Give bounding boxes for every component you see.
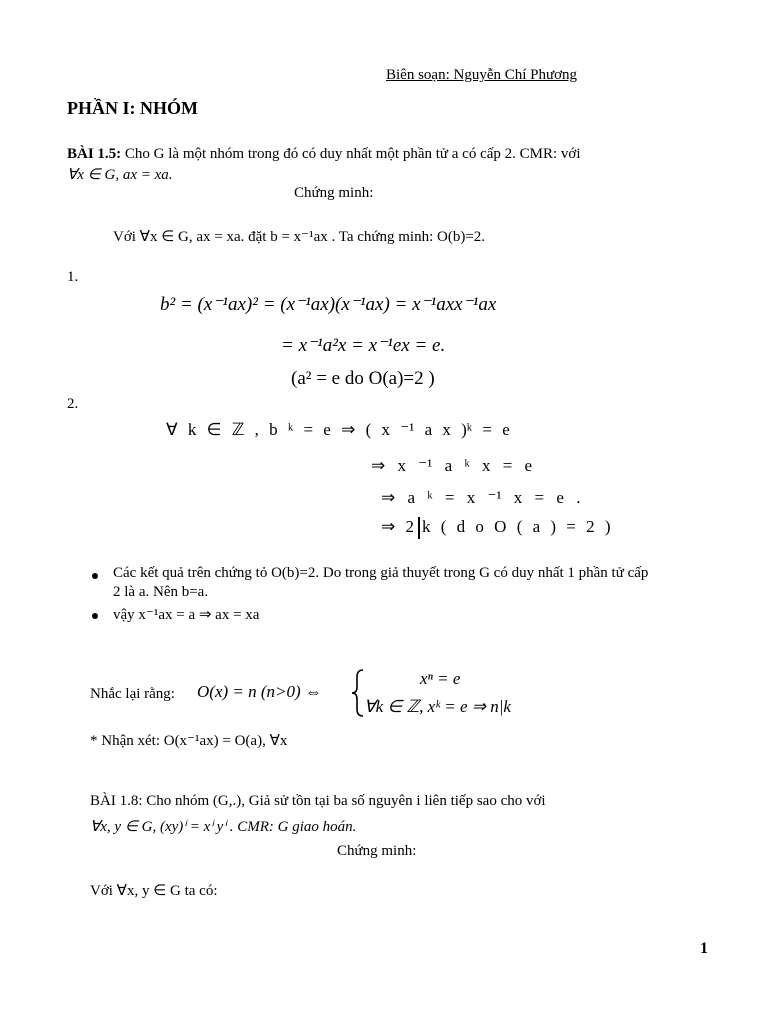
bullet-1-line-2: 2 là a. Nên b=a. — [113, 584, 209, 600]
exercise-1-8-proof-heading: Chứng minh: — [337, 843, 417, 859]
recall-label: Nhắc lại rằng: — [90, 686, 175, 702]
bullet-2: vậy x⁻¹ax = a ⇒ ax = xa — [113, 607, 260, 623]
step-2-line-4-part-b: k ( d o O ( a ) = 2 ) — [422, 517, 611, 536]
step-2-equation-line-3: ⇒ a ᵏ = x ⁻¹ x = e . — [381, 488, 581, 507]
exercise-1-5-statement — [67, 146, 581, 163]
step-2-equation-line-1: ∀ k ∈ ℤ , b ᵏ = e ⇒ ( x ⁻¹ a x )ᵏ = e — [166, 420, 510, 439]
exercise-1-5-condition: ∀x ∈ G, ax = xa. — [67, 167, 173, 183]
exercise-1-8-statement: BÀI 1.8: Cho nhóm (G,.), Giả sử tồn tại ba số nguyên i liên tiếp sao cho với — [90, 793, 546, 809]
exercise-1-5-proof-heading: Chứng minh: — [294, 185, 374, 201]
left-brace-icon — [351, 669, 365, 717]
section-title: PHẦN I: NHÓM — [67, 98, 198, 118]
author-text: Biên soạn: Nguyễn Chí Phương — [386, 67, 578, 83]
exercise-1-8-condition: ∀x, y ∈ G, (xy)ⁱ = xⁱ yⁱ . CMR: G giao hoán. — [90, 819, 357, 835]
page-number: 1 — [700, 940, 708, 957]
divides-bar — [418, 517, 420, 539]
step-2-line-4-part-a: ⇒ 2 — [381, 517, 414, 536]
step-2-number: 2. — [67, 396, 79, 412]
step-1-number: 1. — [67, 269, 79, 285]
recall-case-2: ∀k ∈ ℤ, xᵏ = e ⇒ n|k — [364, 697, 511, 716]
recall-formula: O(x) = n (n>0) ⇔ — [197, 682, 322, 701]
bullet-icon — [92, 573, 98, 579]
remark: * Nhận xét: O(x⁻¹ax) = O(a), ∀x — [90, 733, 288, 749]
exercise-1-8-intro: Với ∀x, y ∈ G ta có: — [90, 883, 218, 899]
step-1-equation-line-2: = x⁻¹a²x = x⁻¹ex = e. — [281, 335, 446, 356]
step-2-equation-line-2: ⇒ x ⁻¹ a ᵏ x = e — [371, 456, 533, 475]
step-2-equation-line-4 — [381, 517, 611, 539]
step-1-equation-line-1: b² = (x⁻¹ax)² = (x⁻¹ax)(x⁻¹ax) = x⁻¹axx⁻¹ax — [160, 294, 497, 315]
exercise-1-5-text: Cho G là một nhóm trong đó có duy nhất một phần tử a có cấp 2. CMR: với — [124, 146, 581, 162]
recall-case-1: xⁿ = e — [420, 669, 461, 688]
bullet-icon — [92, 613, 98, 619]
author-line — [386, 67, 577, 84]
exercise-1-5-intro: Với ∀x ∈ G, ax = xa. đặt b = x⁻¹ax . Ta chứng minh: O(b)=2. — [113, 229, 486, 245]
bullet-1-line-1: Các kết quả trên chứng tỏ O(b)=2. Do trong giả thuyết trong G có duy nhất 1 phần tử cấp — [113, 565, 649, 581]
step-1-equation-line-3: (a² = e do O(a)=2 ) — [291, 368, 435, 389]
exercise-1-5-label: BÀI 1.5: — [67, 146, 122, 162]
